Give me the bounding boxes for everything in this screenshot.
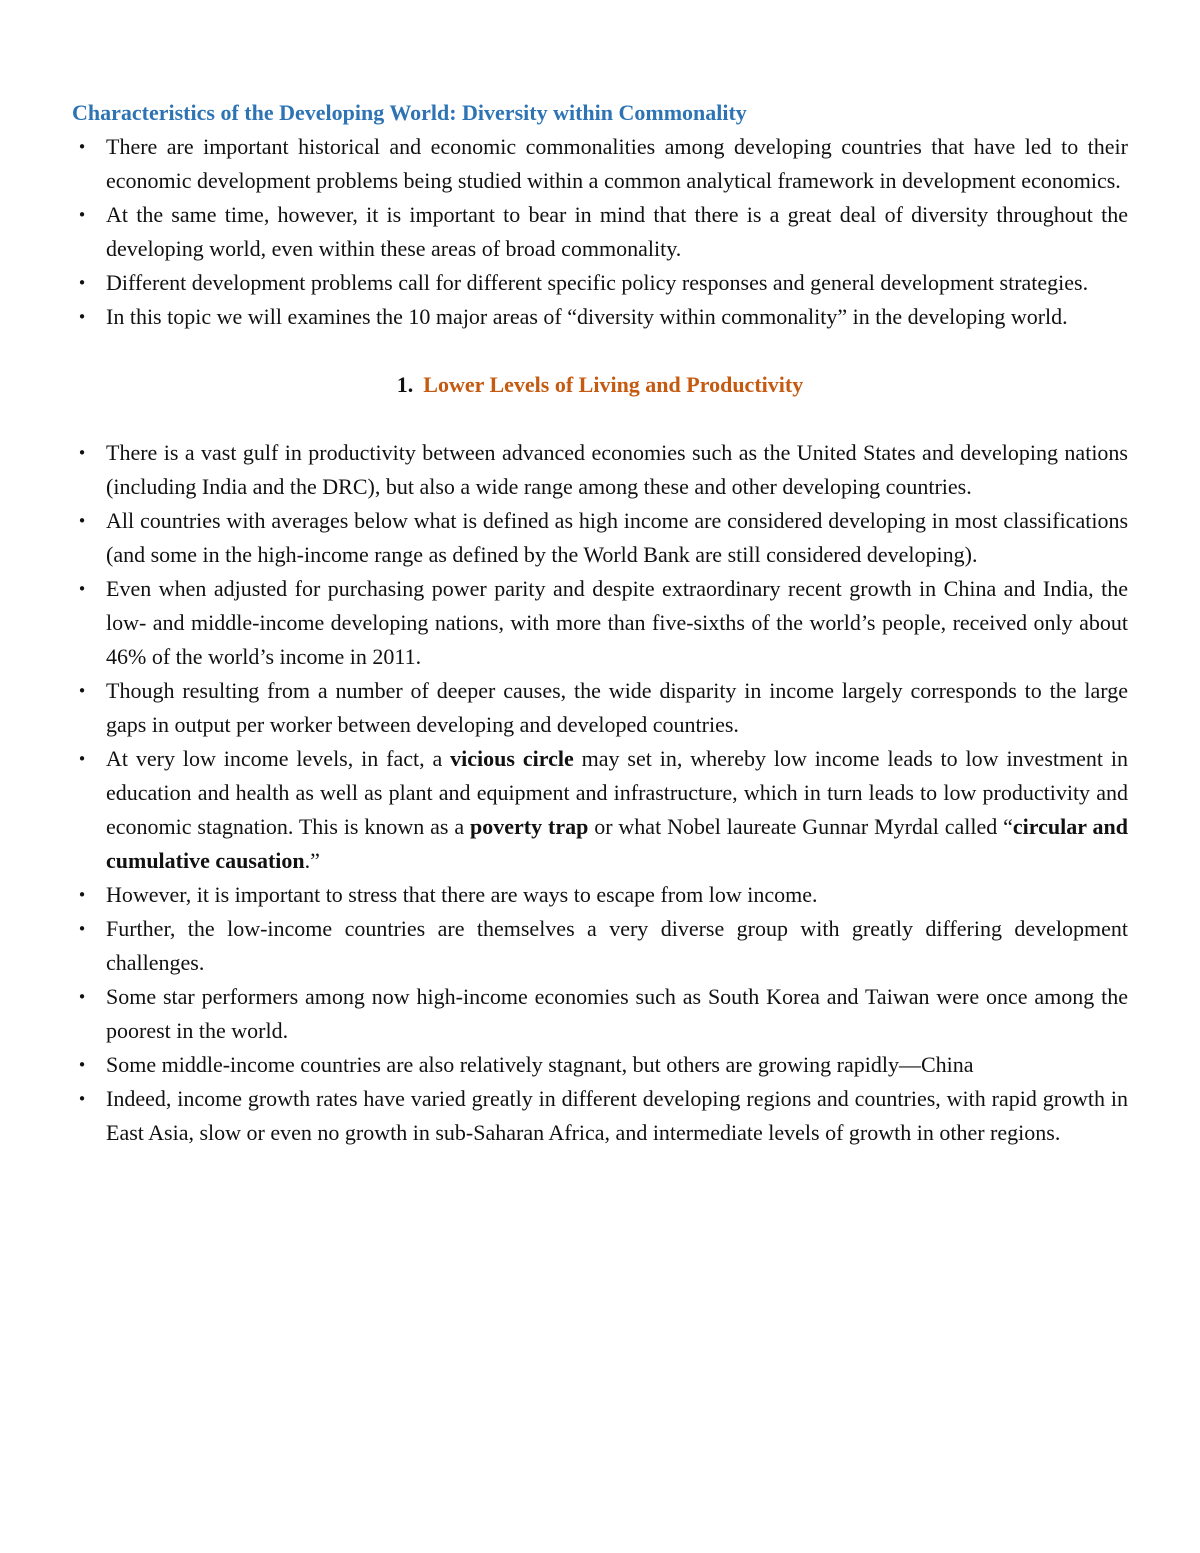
bullet-icon: •	[77, 206, 87, 224]
list-item: • All countries with averages below what is defined as high income are considered developing in most classifications (and some in the high-income range as defined by the World Bank are still considered developing).	[72, 504, 1128, 572]
bullet-icon: •	[77, 886, 87, 904]
bullet-icon: •	[77, 920, 87, 938]
section-heading	[72, 368, 1128, 402]
bullet-icon: •	[77, 308, 87, 326]
list-item: • Even when adjusted for purchasing power parity and despite extraordinary recent growth in China and India, the low- and middle-income developing nations, with more than five-sixths of the world’s people, received only about 46% of the world’s income in 2011.	[72, 572, 1128, 674]
bullet-icon: •	[77, 988, 87, 1006]
bullet-icon: •	[77, 750, 87, 768]
bullet-icon: •	[77, 580, 87, 598]
list-item: • Indeed, income growth rates have varied greatly in different developing regions and countries, with rapid growth in East Asia, slow or even no growth in sub-Saharan Africa, and intermediate levels of growth in other regions.	[72, 1082, 1128, 1150]
bullet-icon: •	[77, 512, 87, 530]
list-item: • Different development problems call for different specific policy responses and general development strategies.	[72, 266, 1128, 300]
bullet-icon: •	[77, 274, 87, 292]
list-item: • Further, the low-income countries are themselves a very diverse group with greatly differing development challenges.	[72, 912, 1128, 980]
bullet-icon: •	[77, 682, 87, 700]
list-item: • There are important historical and economic commonalities among developing countries that have led to their economic development problems being studied within a common analytical framework in development economics.	[72, 130, 1128, 198]
bullet-icon: •	[77, 444, 87, 462]
list-item: • There is a vast gulf in productivity between advanced economies such as the United States and developing nations (including India and the DRC), but also a wide range among these and other developing countries.	[72, 436, 1128, 504]
list-item: • Some star performers among now high-income economies such as South Korea and Taiwan were once among the poorest in the world.	[72, 980, 1128, 1048]
list-item: • However, it is important to stress that there are ways to escape from low income.	[72, 878, 1128, 912]
bullet-icon: •	[77, 1056, 87, 1074]
bold-term: vicious circle	[450, 746, 574, 771]
list-item: • At very low income levels, in fact, a vicious circle may set in, whereby low income leads to low investment in education and health as well as plant and equipment and infrastructure, which in turn leads to low productivity and economic stagnation. This is known as a poverty trap or what Nobel laureate Gunnar Myrdal called “circular and cumulative causation.”	[72, 742, 1128, 878]
bold-term: poverty trap	[470, 814, 589, 839]
section-number: 1.	[396, 372, 414, 397]
bullet-icon: •	[77, 1090, 87, 1108]
section-title: Lower Levels of Living and Productivity	[423, 372, 804, 397]
list-item: • In this topic we will examines the 10 major areas of “diversity within commonality” in the developing world.	[72, 300, 1128, 334]
section-bullet-list	[72, 436, 1128, 1150]
list-item: • At the same time, however, it is important to bear in mind that there is a great deal of diversity throughout the developing world, even within these areas of broad commonality.	[72, 198, 1128, 266]
bold-term: circular and cumulative causation	[106, 814, 1128, 873]
bullet-icon: •	[77, 138, 87, 156]
document-title: Characteristics of the Developing World: Diversity within Commonality	[72, 100, 747, 125]
list-item: • Though resulting from a number of deeper causes, the wide disparity in income largely corresponds to the large gaps in output per worker between developing and developed countries.	[72, 674, 1128, 742]
intro-bullet-list	[72, 130, 1128, 334]
list-item: • Some middle-income countries are also relatively stagnant, but others are growing rapidly—China	[72, 1048, 1128, 1082]
